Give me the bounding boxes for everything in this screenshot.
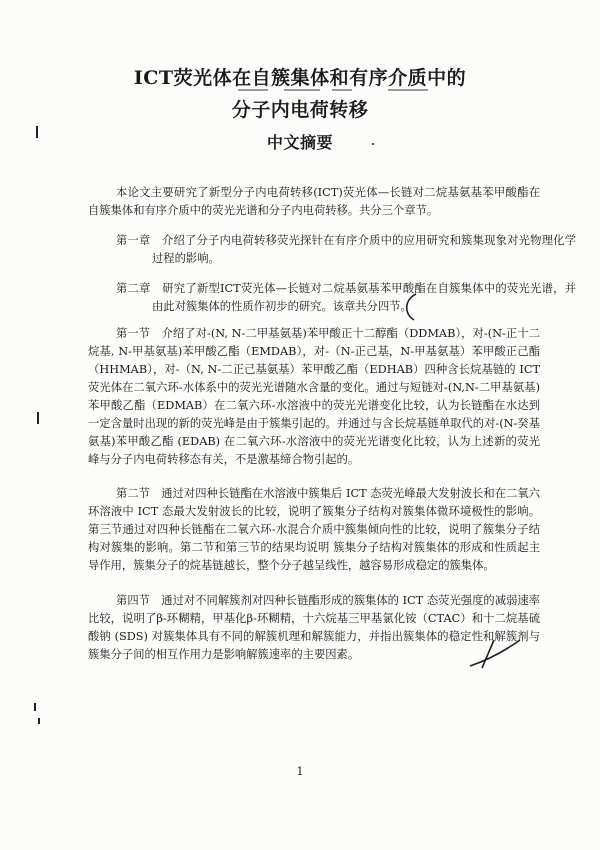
section-1-paragraph: 第一节 介绍了对-(N, N-二甲基氨基)苯甲酸正十二醇酯（DDMAB），对-(N-正十二烷基, N-甲基氨基)苯甲酸乙酯（EMDAB），对-（N-正己基，N-甲基氨基）苯甲酸正己酯（HHMAB），对-（N, N-二正己基氨基）苯甲酸乙酯（EDHAB）四种含长烷基链的 ICT 荧光体在二氧六环-水体系中的荧光光谱随水含量的变化。通过与短链对-(N,N-二甲基氨基)苯甲酸乙酯（EDMAB）在二氧六环-水溶液中的荧光光谱变化比较，认为长链酯在水达到一定含量时出现的新的荧光峰是由于簇集引起的。并通过与含长烷基链单取代的对-(N-癸基氨基)苯甲酸乙酯 (EDAB) 在二氧六环-水溶液中的荧光光谱变化比较，认为上述新的荧光峰与分子内电荷转移态有关，不是激基缔合物引起的。	[88, 327, 540, 466]
page-number: 1	[296, 765, 304, 778]
intro-paragraph: 本论文主要研究了新型分子内电荷转移(ICT)荧光体—长链对二烷基氨基苯甲酸酯在自簇集体和有序介质中的荧光光谱和分子内电荷转移。共分三个章节。	[88, 186, 540, 217]
title-line-1: ICT荧光体在自簇集体和有序介质中的	[133, 67, 467, 89]
section-2-3-paragraph: 第二节 通过对四种长链酯在水溶液中簇集后 ICT 态荧光峰最大发射波长和在二氧六环溶液中 ICT 态最大发射波长的比较，说明了簇集分子结构对簇集体微环境极性的影响。第三节通过对四种长链酯在二氧六环-水混合介质中簇集倾向性的比较，说明了簇集分子结构对簇集的影响。第二节和第三节的结果均说明 簇集分子结构对簇集体的形成和性质起主导作用，簇集分子的烷基链越长，整个分子越呈线性，越容易形成稳定的簇集体。	[88, 487, 540, 572]
pen-bracket-mark	[407, 294, 416, 320]
chapter-2-paragraph: 第二章 研究了新型ICT荧光体—长链对二烷基氨基苯甲酸酯在自簇集体中的荧光光谱，并由此对簇集体的性质作初步的研究。该章共分四节。	[116, 282, 576, 313]
section-4-paragraph: 第四节 通过对不同解簇剂对四种长链酯形成的簇集体的 ICT 态荧光强度的减弱速率比较，说明了β-环糊精，甲基化β-环糊精，十六烷基三甲基氯化铵（CTAC）和十二烷基硫酸钠 (SDS) 对簇集体具有不同的解簇机理和解簇能力，并指出簇集体的稳定性和解簇剂与簇集分子间的相互作用力是影响解簇速率的主要因素。	[88, 594, 540, 661]
abstract-heading: 中文摘要	[266, 133, 333, 152]
chapter-1-paragraph: 第一章 介绍了分子内电荷转移荧光探针在有序介质中的应用研究和簇集现象对光物理化学过程的影响。	[116, 234, 576, 265]
title-line-2: 分子内电荷转移	[231, 99, 369, 121]
pen-check-mark	[470, 640, 520, 668]
